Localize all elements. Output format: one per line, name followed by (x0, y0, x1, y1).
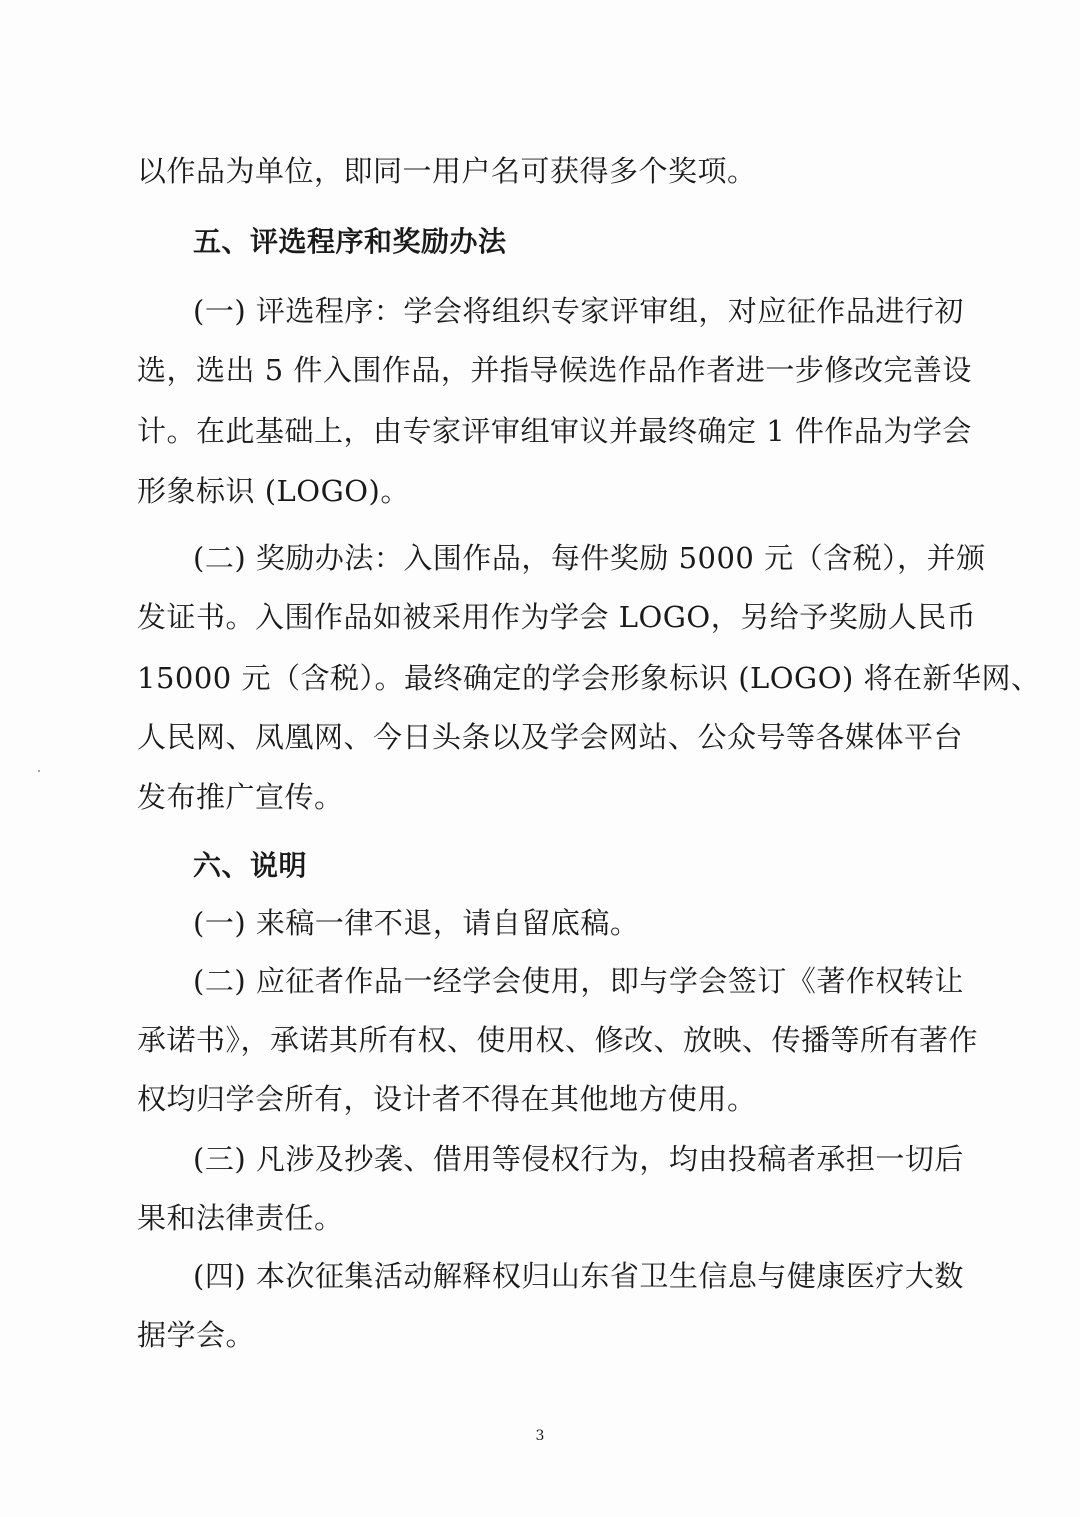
body-line: 权均归学会所有，设计者不得在其他地方使用。 (137, 1082, 757, 1116)
scan-speck (38, 770, 40, 772)
section-heading-6: 六、说明 (193, 849, 308, 882)
body-line: (二) 应征者作品一经学会使用，即与学会签订《著作权转让 (193, 964, 964, 998)
body-line: (三) 凡涉及抄袭、借用等侵权行为，均由投稿者承担一切后 (193, 1142, 964, 1176)
body-line: 计。在此基础上，由专家评审组审议并最终确定 1 件作品为学会 (137, 414, 972, 448)
body-line: 据学会。 (137, 1318, 256, 1352)
body-line: 发证书。入围作品如被采用作为学会 LOGO，另给予奖励人民币 (137, 600, 977, 634)
body-line: 以作品为单位，即同一用户名可获得多个奖项。 (137, 154, 757, 188)
body-line: (一) 评选程序：学会将组织专家评审组，对应征作品进行初 (193, 294, 964, 328)
body-line: (四) 本次征集活动解释权归山东省卫生信息与健康医疗大数 (193, 1259, 964, 1293)
body-line: 15000 元（含税）。最终确定的学会形象标识 (LOGO) 将在新华网、 (137, 661, 1041, 695)
body-line: (二) 奖励办法：入围作品，每件奖励 5000 元（含税），并颁 (193, 541, 986, 575)
page-number: 3 (535, 1428, 545, 1444)
body-line: (一) 来稿一律不退，请自留底稿。 (193, 906, 640, 940)
body-line: 形象标识 (LOGO)。 (137, 474, 410, 508)
section-heading-5: 五、评选程序和奖励办法 (193, 225, 507, 258)
body-line: 人民网、凤凰网、今日头条以及学会网站、公众号等各媒体平台 (137, 720, 964, 754)
body-line: 果和法律责任。 (137, 1201, 344, 1235)
body-line: 选，选出 5 件入围作品，并指导候选作品作者进一步修改完善设 (137, 353, 972, 387)
body-line: 发布推广宣传。 (137, 780, 344, 814)
body-line: 承诺书》，承诺其所有权、使用权、修改、放映、传播等所有著作 (137, 1023, 979, 1057)
